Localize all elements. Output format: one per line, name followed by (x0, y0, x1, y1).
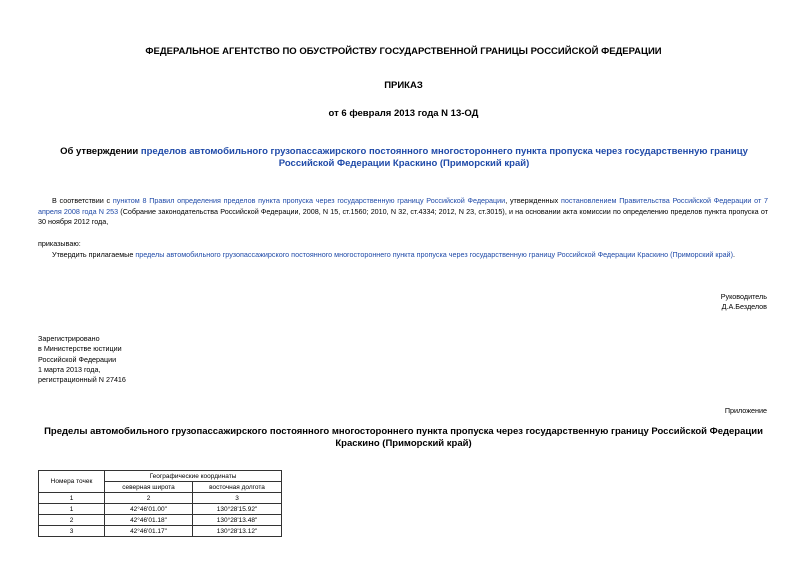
approve-text-1: Утвердить прилагаемые (52, 250, 136, 259)
registration-block (38, 334, 126, 385)
header-latitude: северная широта (105, 482, 193, 493)
signature-position: Руководитель (720, 292, 767, 301)
government-decree-link[interactable]: постановлением Правительства Российской Федерации от 7 апреля 2008 года N 253 (38, 196, 768, 216)
table-cell: 42°46'01.17" (105, 526, 193, 537)
table-cell: 130°28'13.12" (193, 526, 282, 537)
table-cell: 1 (39, 504, 105, 515)
subject-prefix: Об утверждении (60, 146, 141, 157)
preamble-paragraph (38, 196, 768, 228)
header-points: Номера точек (39, 471, 105, 493)
signature-name: Д.А.Безделов (721, 302, 767, 311)
table-cell: 130°28'15.92" (193, 504, 282, 515)
table-cell: 2 (39, 515, 105, 526)
table-cell: 130°28'13.48" (193, 515, 282, 526)
table-cell: 3 (39, 526, 105, 537)
order-word: приказываю: (38, 239, 81, 248)
signature-block (721, 292, 767, 312)
annex-label: Приложение (724, 406, 767, 415)
header-geo: Географические координаты (105, 471, 282, 482)
registration-line: Российской Федерации (38, 354, 117, 364)
agency-name: ФЕДЕРАЛЬНОЕ АГЕНТСТВО ПО ОБУСТРОЙСТВУ ГОСУДАРСТВЕННОЙ ГРАНИЦЫ РОССИЙСКОЙ ФЕДЕРАЦИИ (145, 46, 662, 57)
table-cell: 1 (39, 493, 105, 504)
rules-link[interactable]: пунктом 8 Правил определения пределов пункта пропуска через государственную границу Российской Федерации (112, 196, 506, 205)
table-row (39, 515, 282, 526)
header-longitude: восточная долгота (193, 482, 282, 493)
subject-link[interactable]: пределов автомобильного грузопассажирского постоянного многостороннего пункта пропуска через государственную границу Российской Федерации Краскино (Приморский край) (140, 146, 748, 169)
registration-line: Зарегистрировано (38, 334, 100, 343)
table-row (39, 504, 282, 515)
table-cell: 3 (193, 493, 282, 504)
table-cell: 42°46'01.18" (105, 515, 193, 526)
approve-text-2: . (732, 250, 735, 259)
approve-paragraph (52, 250, 772, 259)
table-cell: 2 (105, 493, 193, 504)
limits-link[interactable]: пределы автомобильного грузопассажирского постоянного многостороннего пункта пропуска через государственную границу Российской Федерации Краскино (Приморский край) (135, 250, 733, 259)
table-header-row (39, 471, 282, 482)
annex-title: Пределы автомобильного грузопассажирского постоянного многостороннего пункта пропуска через государственную границу Российской Федерации Краскино (Приморский край) (44, 426, 763, 449)
table-cell: 42°46'01.00" (105, 504, 193, 515)
preamble-text-1: В соответствии с (52, 196, 113, 205)
document-type: ПРИКАЗ (384, 80, 423, 91)
registration-line: в Министерстве юстиции (38, 344, 122, 354)
table-number-row (39, 493, 282, 504)
preamble-text-2: , утвержденных (505, 196, 562, 205)
table-row (39, 526, 282, 537)
registration-line: регистрационный N 27416 (38, 375, 126, 385)
document-date-number: от 6 февраля 2013 года N 13-ОД (328, 108, 479, 119)
preamble-text-3: (Собрание законодательства Российской Федерации, 2008, N 15, ст.1560; 2010, N 32, ст.4334; 2012, N 23, ст.3015), и на основании акта комиссии по определению пределов пункта пропуска от 30 ноября 2012 года, (38, 206, 768, 226)
coordinates-table (38, 470, 282, 537)
document-subject (48, 146, 760, 170)
registration-line: 1 марта 2013 года, (38, 364, 101, 374)
